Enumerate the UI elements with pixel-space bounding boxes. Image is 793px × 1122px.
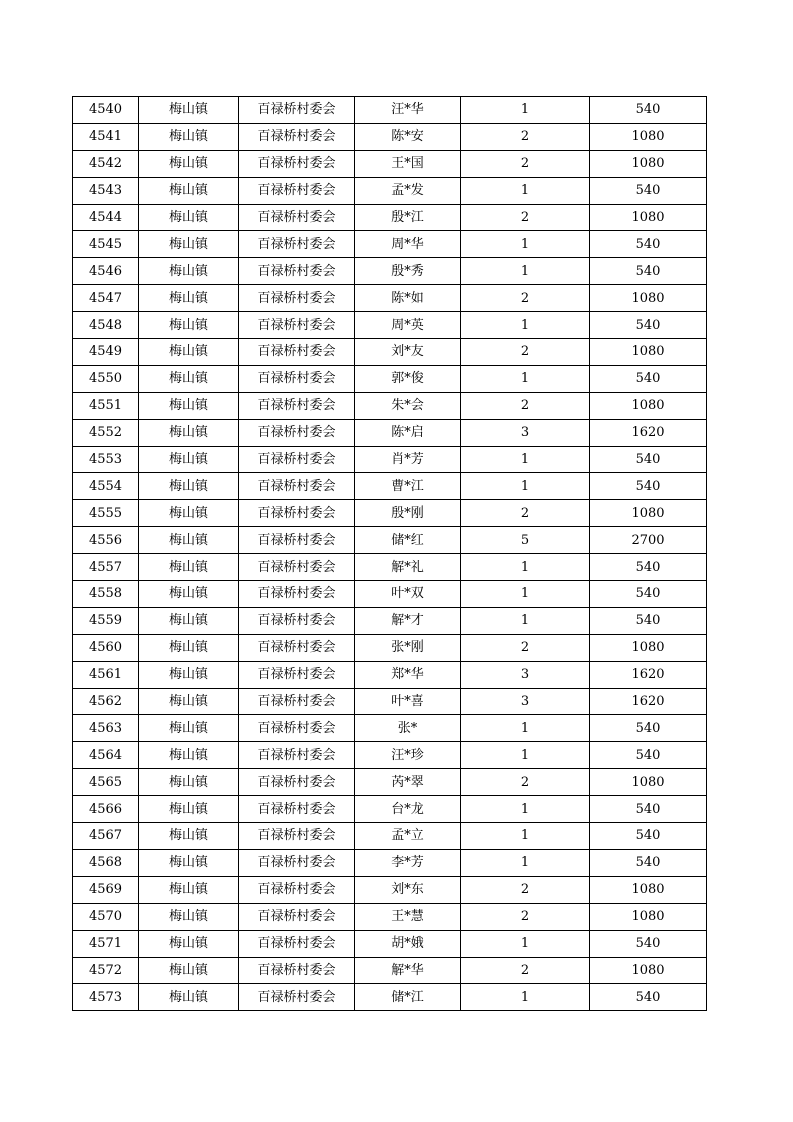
row-number-cell: 4565	[73, 769, 139, 796]
table-row	[73, 527, 707, 554]
village-committee-cell: 百禄桥村委会	[239, 903, 355, 930]
village-committee-cell: 百禄桥村委会	[239, 661, 355, 688]
table-row	[73, 446, 707, 473]
household-count-cell: 2	[461, 500, 590, 527]
name-cell: 解*才	[355, 607, 461, 634]
row-number-cell: 4551	[73, 392, 139, 419]
amount-cell: 540	[590, 849, 707, 876]
name-cell: 解*礼	[355, 554, 461, 581]
table-row	[73, 392, 707, 419]
amount-cell: 540	[590, 930, 707, 957]
village-committee-cell: 百禄桥村委会	[239, 258, 355, 285]
row-number-cell: 4549	[73, 339, 139, 366]
village-committee-cell: 百禄桥村委会	[239, 150, 355, 177]
table-row	[73, 984, 707, 1011]
household-count-cell: 2	[461, 957, 590, 984]
household-count-cell: 1	[461, 930, 590, 957]
village-committee-cell: 百禄桥村委会	[239, 634, 355, 661]
household-count-cell: 1	[461, 581, 590, 608]
name-cell: 殷*江	[355, 204, 461, 231]
amount-cell: 540	[590, 984, 707, 1011]
amount-cell: 2700	[590, 527, 707, 554]
household-count-cell: 1	[461, 97, 590, 124]
town-cell: 梅山镇	[139, 527, 239, 554]
amount-cell: 540	[590, 312, 707, 339]
table-row	[73, 661, 707, 688]
household-count-cell: 1	[461, 473, 590, 500]
town-cell: 梅山镇	[139, 285, 239, 312]
row-number-cell: 4544	[73, 204, 139, 231]
name-cell: 汪*珍	[355, 742, 461, 769]
amount-cell: 540	[590, 365, 707, 392]
row-number-cell: 4558	[73, 581, 139, 608]
row-number-cell: 4543	[73, 177, 139, 204]
table-row	[73, 204, 707, 231]
amount-cell: 1080	[590, 339, 707, 366]
name-cell: 王*慧	[355, 903, 461, 930]
town-cell: 梅山镇	[139, 177, 239, 204]
row-number-cell: 4540	[73, 97, 139, 124]
town-cell: 梅山镇	[139, 715, 239, 742]
name-cell: 孟*立	[355, 823, 461, 850]
table-row	[73, 849, 707, 876]
town-cell: 梅山镇	[139, 957, 239, 984]
household-count-cell: 2	[461, 123, 590, 150]
name-cell: 张*	[355, 715, 461, 742]
amount-cell: 1080	[590, 876, 707, 903]
town-cell: 梅山镇	[139, 769, 239, 796]
amount-cell: 540	[590, 231, 707, 258]
row-number-cell: 4559	[73, 607, 139, 634]
household-count-cell: 2	[461, 150, 590, 177]
town-cell: 梅山镇	[139, 312, 239, 339]
name-cell: 叶*喜	[355, 688, 461, 715]
name-cell: 陈*安	[355, 123, 461, 150]
household-count-cell: 2	[461, 204, 590, 231]
table-row	[73, 796, 707, 823]
village-committee-cell: 百禄桥村委会	[239, 984, 355, 1011]
village-committee-cell: 百禄桥村委会	[239, 688, 355, 715]
household-count-cell: 1	[461, 607, 590, 634]
table-row	[73, 607, 707, 634]
amount-cell: 1620	[590, 688, 707, 715]
row-number-cell: 4560	[73, 634, 139, 661]
row-number-cell: 4546	[73, 258, 139, 285]
amount-cell: 1620	[590, 419, 707, 446]
household-count-cell: 2	[461, 339, 590, 366]
name-cell: 孟*发	[355, 177, 461, 204]
town-cell: 梅山镇	[139, 365, 239, 392]
household-count-cell: 1	[461, 258, 590, 285]
amount-cell: 540	[590, 796, 707, 823]
village-committee-cell: 百禄桥村委会	[239, 365, 355, 392]
amount-cell: 540	[590, 446, 707, 473]
amount-cell: 1080	[590, 204, 707, 231]
row-number-cell: 4571	[73, 930, 139, 957]
town-cell: 梅山镇	[139, 392, 239, 419]
name-cell: 郭*俊	[355, 365, 461, 392]
town-cell: 梅山镇	[139, 231, 239, 258]
name-cell: 殷*刚	[355, 500, 461, 527]
town-cell: 梅山镇	[139, 796, 239, 823]
town-cell: 梅山镇	[139, 688, 239, 715]
village-committee-cell: 百禄桥村委会	[239, 930, 355, 957]
town-cell: 梅山镇	[139, 607, 239, 634]
town-cell: 梅山镇	[139, 742, 239, 769]
household-count-cell: 2	[461, 392, 590, 419]
village-committee-cell: 百禄桥村委会	[239, 339, 355, 366]
name-cell: 殷*秀	[355, 258, 461, 285]
town-cell: 梅山镇	[139, 446, 239, 473]
town-cell: 梅山镇	[139, 634, 239, 661]
village-committee-cell: 百禄桥村委会	[239, 554, 355, 581]
household-count-cell: 1	[461, 446, 590, 473]
table-row	[73, 930, 707, 957]
row-number-cell: 4564	[73, 742, 139, 769]
household-count-cell: 2	[461, 876, 590, 903]
table-row	[73, 231, 707, 258]
village-committee-cell: 百禄桥村委会	[239, 97, 355, 124]
name-cell: 汪*华	[355, 97, 461, 124]
name-cell: 曹*江	[355, 473, 461, 500]
name-cell: 郑*华	[355, 661, 461, 688]
village-committee-cell: 百禄桥村委会	[239, 392, 355, 419]
town-cell: 梅山镇	[139, 903, 239, 930]
town-cell: 梅山镇	[139, 984, 239, 1011]
household-count-cell: 1	[461, 796, 590, 823]
town-cell: 梅山镇	[139, 258, 239, 285]
amount-cell: 540	[590, 97, 707, 124]
name-cell: 李*芳	[355, 849, 461, 876]
table-row	[73, 365, 707, 392]
household-count-cell: 1	[461, 177, 590, 204]
village-committee-cell: 百禄桥村委会	[239, 500, 355, 527]
row-number-cell: 4563	[73, 715, 139, 742]
household-count-cell: 2	[461, 903, 590, 930]
row-number-cell: 4541	[73, 123, 139, 150]
row-number-cell: 4555	[73, 500, 139, 527]
row-number-cell: 4568	[73, 849, 139, 876]
household-count-cell: 5	[461, 527, 590, 554]
row-number-cell: 4548	[73, 312, 139, 339]
name-cell: 陈*启	[355, 419, 461, 446]
data-table	[72, 96, 707, 1011]
row-number-cell: 4557	[73, 554, 139, 581]
village-committee-cell: 百禄桥村委会	[239, 742, 355, 769]
name-cell: 叶*双	[355, 581, 461, 608]
town-cell: 梅山镇	[139, 339, 239, 366]
household-count-cell: 1	[461, 715, 590, 742]
name-cell: 芮*翠	[355, 769, 461, 796]
town-cell: 梅山镇	[139, 581, 239, 608]
village-committee-cell: 百禄桥村委会	[239, 123, 355, 150]
name-cell: 陈*如	[355, 285, 461, 312]
table-row	[73, 581, 707, 608]
table-row	[73, 903, 707, 930]
household-count-cell: 1	[461, 984, 590, 1011]
village-committee-cell: 百禄桥村委会	[239, 849, 355, 876]
table-row	[73, 285, 707, 312]
amount-cell: 1080	[590, 123, 707, 150]
village-committee-cell: 百禄桥村委会	[239, 957, 355, 984]
row-number-cell: 4562	[73, 688, 139, 715]
table-row	[73, 957, 707, 984]
table-row	[73, 823, 707, 850]
row-number-cell: 4554	[73, 473, 139, 500]
table-row	[73, 634, 707, 661]
town-cell: 梅山镇	[139, 823, 239, 850]
town-cell: 梅山镇	[139, 150, 239, 177]
row-number-cell: 4569	[73, 876, 139, 903]
name-cell: 周*英	[355, 312, 461, 339]
amount-cell: 540	[590, 177, 707, 204]
village-committee-cell: 百禄桥村委会	[239, 446, 355, 473]
table-row	[73, 876, 707, 903]
amount-cell: 540	[590, 258, 707, 285]
row-number-cell: 4545	[73, 231, 139, 258]
household-count-cell: 1	[461, 312, 590, 339]
amount-cell: 540	[590, 473, 707, 500]
household-count-cell: 2	[461, 634, 590, 661]
name-cell: 解*华	[355, 957, 461, 984]
village-committee-cell: 百禄桥村委会	[239, 796, 355, 823]
name-cell: 张*刚	[355, 634, 461, 661]
town-cell: 梅山镇	[139, 123, 239, 150]
table-row	[73, 150, 707, 177]
household-count-cell: 2	[461, 769, 590, 796]
amount-cell: 1620	[590, 661, 707, 688]
table-row	[73, 688, 707, 715]
village-committee-cell: 百禄桥村委会	[239, 607, 355, 634]
name-cell: 刘*友	[355, 339, 461, 366]
row-number-cell: 4553	[73, 446, 139, 473]
name-cell: 刘*东	[355, 876, 461, 903]
table-body	[73, 97, 707, 1011]
amount-cell: 540	[590, 581, 707, 608]
table-row	[73, 258, 707, 285]
name-cell: 周*华	[355, 231, 461, 258]
table-row	[73, 715, 707, 742]
table-row	[73, 97, 707, 124]
household-count-cell: 3	[461, 661, 590, 688]
row-number-cell: 4561	[73, 661, 139, 688]
town-cell: 梅山镇	[139, 473, 239, 500]
amount-cell: 540	[590, 554, 707, 581]
town-cell: 梅山镇	[139, 876, 239, 903]
amount-cell: 1080	[590, 500, 707, 527]
amount-cell: 1080	[590, 392, 707, 419]
amount-cell: 540	[590, 715, 707, 742]
household-count-cell: 3	[461, 688, 590, 715]
amount-cell: 540	[590, 607, 707, 634]
town-cell: 梅山镇	[139, 930, 239, 957]
table-row	[73, 769, 707, 796]
name-cell: 朱*会	[355, 392, 461, 419]
table-row	[73, 742, 707, 769]
town-cell: 梅山镇	[139, 849, 239, 876]
household-count-cell: 1	[461, 365, 590, 392]
table-row	[73, 419, 707, 446]
table-row	[73, 339, 707, 366]
village-committee-cell: 百禄桥村委会	[239, 527, 355, 554]
name-cell: 台*龙	[355, 796, 461, 823]
village-committee-cell: 百禄桥村委会	[239, 769, 355, 796]
row-number-cell: 4550	[73, 365, 139, 392]
amount-cell: 1080	[590, 957, 707, 984]
row-number-cell: 4547	[73, 285, 139, 312]
village-committee-cell: 百禄桥村委会	[239, 715, 355, 742]
town-cell: 梅山镇	[139, 661, 239, 688]
row-number-cell: 4542	[73, 150, 139, 177]
row-number-cell: 4566	[73, 796, 139, 823]
village-committee-cell: 百禄桥村委会	[239, 312, 355, 339]
household-count-cell: 1	[461, 554, 590, 581]
household-count-cell: 1	[461, 742, 590, 769]
household-count-cell: 1	[461, 849, 590, 876]
name-cell: 王*国	[355, 150, 461, 177]
table-row	[73, 500, 707, 527]
name-cell: 胡*娥	[355, 930, 461, 957]
row-number-cell: 4573	[73, 984, 139, 1011]
village-committee-cell: 百禄桥村委会	[239, 473, 355, 500]
village-committee-cell: 百禄桥村委会	[239, 823, 355, 850]
household-count-cell: 2	[461, 285, 590, 312]
village-committee-cell: 百禄桥村委会	[239, 231, 355, 258]
amount-cell: 1080	[590, 903, 707, 930]
table-row	[73, 473, 707, 500]
village-committee-cell: 百禄桥村委会	[239, 285, 355, 312]
household-count-cell: 1	[461, 231, 590, 258]
amount-cell: 1080	[590, 285, 707, 312]
household-count-cell: 3	[461, 419, 590, 446]
table-row	[73, 123, 707, 150]
town-cell: 梅山镇	[139, 97, 239, 124]
row-number-cell: 4570	[73, 903, 139, 930]
amount-cell: 1080	[590, 769, 707, 796]
village-committee-cell: 百禄桥村委会	[239, 581, 355, 608]
village-committee-cell: 百禄桥村委会	[239, 876, 355, 903]
town-cell: 梅山镇	[139, 500, 239, 527]
amount-cell: 1080	[590, 150, 707, 177]
village-committee-cell: 百禄桥村委会	[239, 204, 355, 231]
table-row	[73, 312, 707, 339]
row-number-cell: 4556	[73, 527, 139, 554]
amount-cell: 1080	[590, 634, 707, 661]
amount-cell: 540	[590, 742, 707, 769]
name-cell: 储*江	[355, 984, 461, 1011]
row-number-cell: 4567	[73, 823, 139, 850]
row-number-cell: 4552	[73, 419, 139, 446]
town-cell: 梅山镇	[139, 204, 239, 231]
town-cell: 梅山镇	[139, 419, 239, 446]
row-number-cell: 4572	[73, 957, 139, 984]
table-row	[73, 554, 707, 581]
table-row	[73, 177, 707, 204]
household-count-cell: 1	[461, 823, 590, 850]
village-committee-cell: 百禄桥村委会	[239, 177, 355, 204]
name-cell: 储*红	[355, 527, 461, 554]
village-committee-cell: 百禄桥村委会	[239, 419, 355, 446]
town-cell: 梅山镇	[139, 554, 239, 581]
amount-cell: 540	[590, 823, 707, 850]
name-cell: 肖*芳	[355, 446, 461, 473]
